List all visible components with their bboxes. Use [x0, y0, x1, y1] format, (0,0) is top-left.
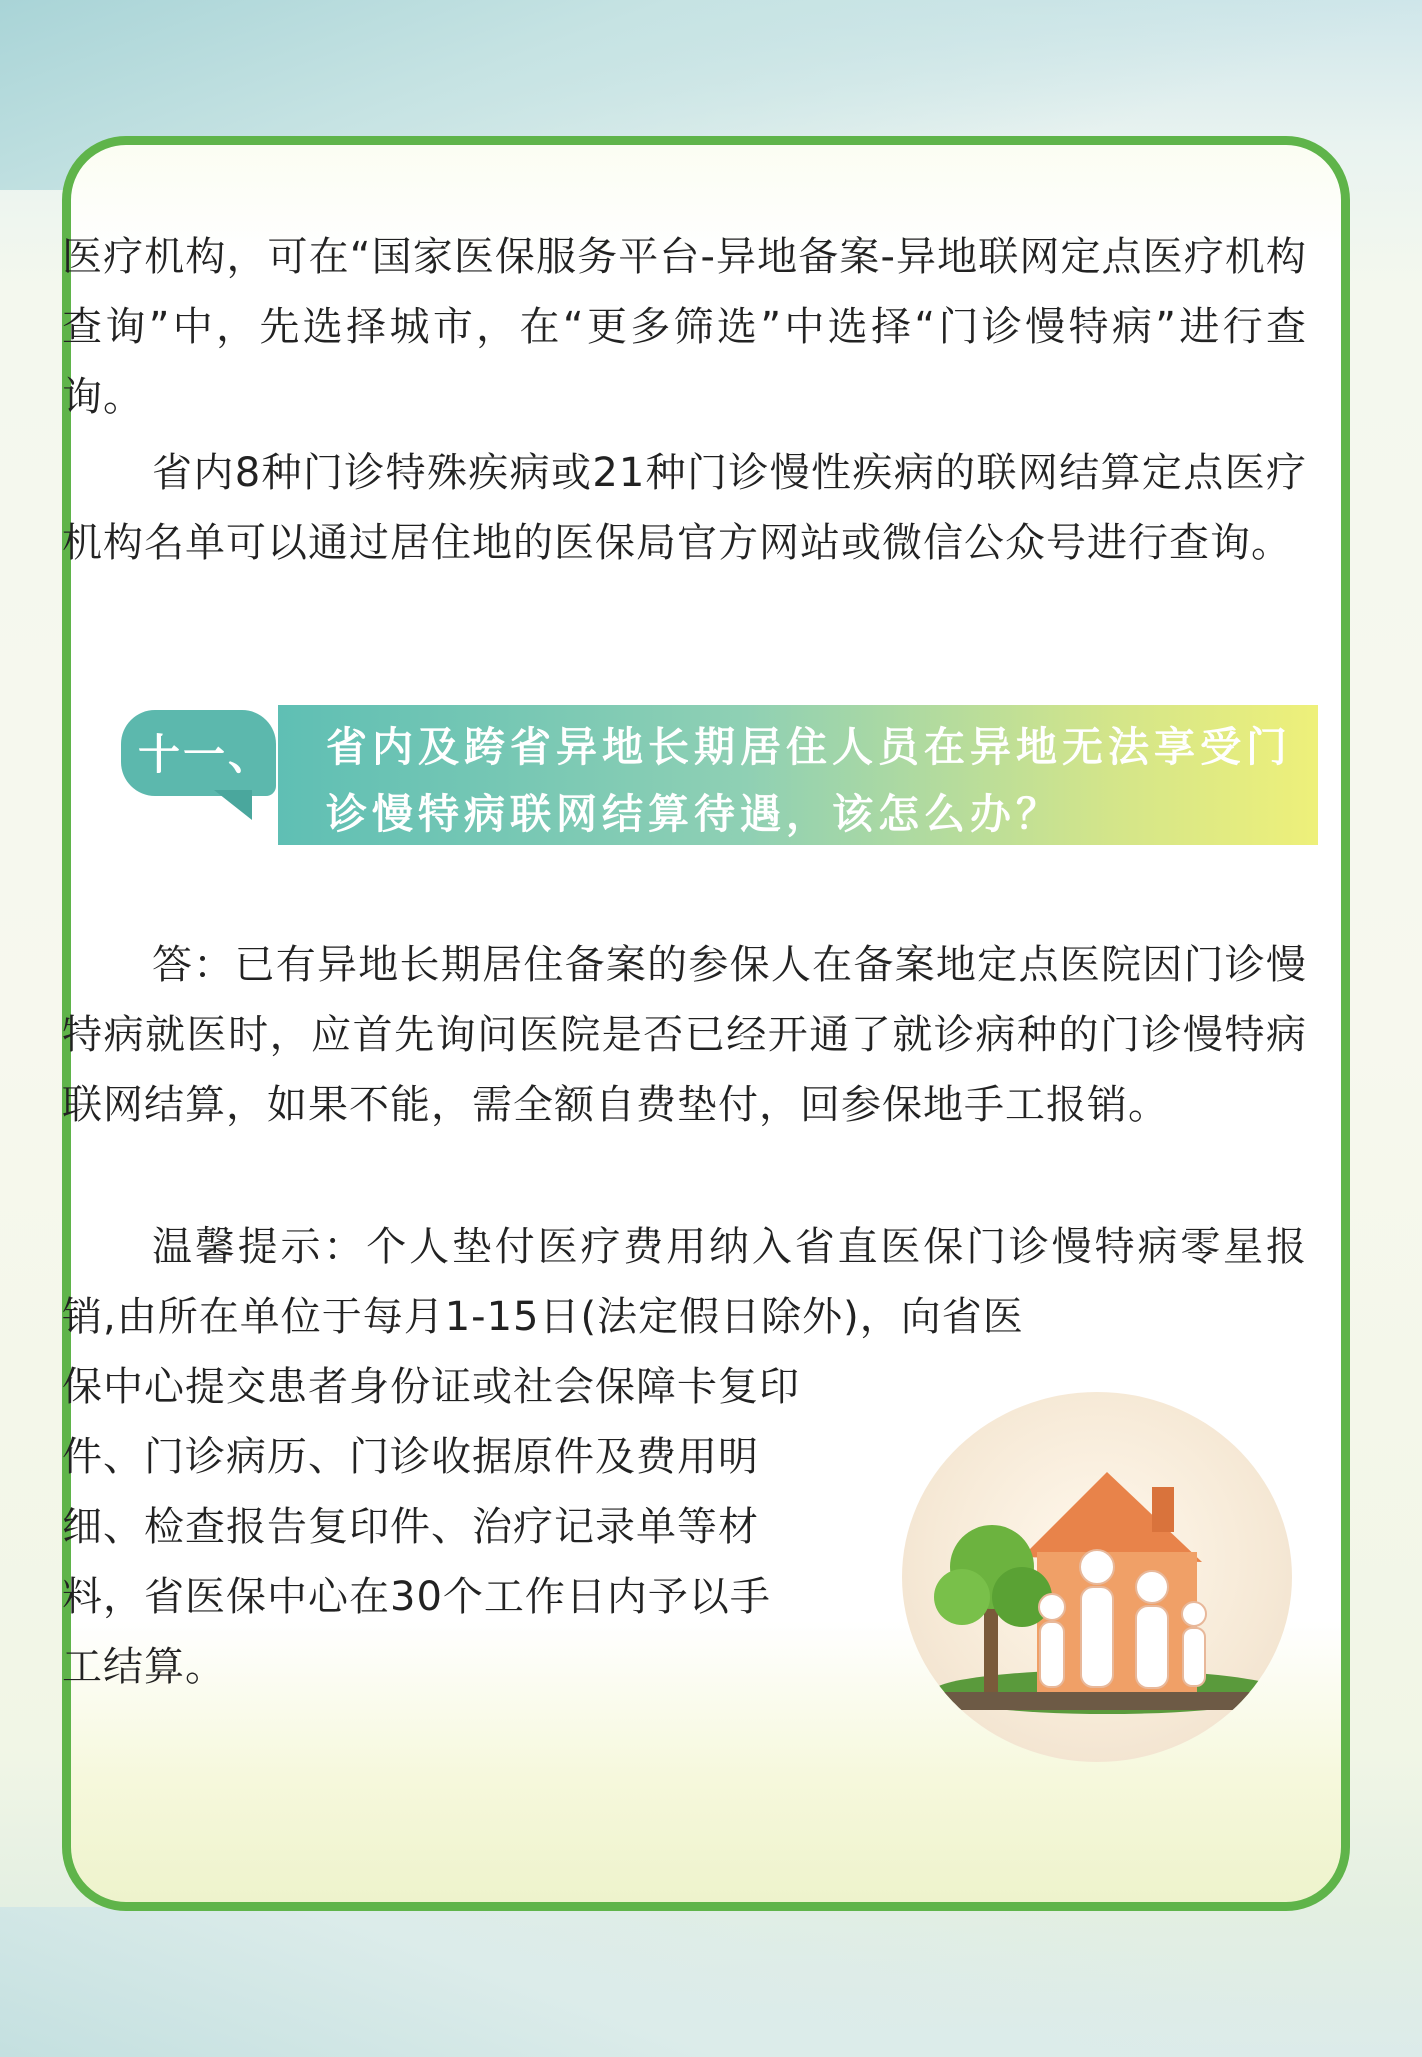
tip-wrap-line: 细、检查报告复印件、治疗记录单等材 — [62, 1504, 759, 1550]
paragraph-answer: 答：已有异地长期居住备案的参保人在备案地定点医院因门诊慢特病就医时，应首先询问医院是否已经开通了就诊病种的门诊慢特病联网结算，如果不能，需全额自费垫付，回参保地手工报销。 — [62, 942, 1307, 1128]
tip-line: 温馨提示：个人垫付医疗费用纳入省直医保门诊慢特病零星报销,由所在单位于每月1-15日(法定假日除外)，向省医 — [62, 1224, 1307, 1340]
tip-wrap-line: 保中心提交患者身份证或社会保障卡复印 — [62, 1364, 800, 1410]
tip-wrap-line: 件、门诊病历、门诊收据原件及费用明 — [62, 1434, 759, 1480]
question-badge-tail — [214, 790, 252, 820]
paragraph-province-list: 省内8种门诊特殊疾病或21种门诊慢性疾病的联网结算定点医疗机构名单可以通过居住地的医保局官方网站或微信公众号进行查询。 — [62, 450, 1307, 566]
background-bottom-swoosh — [0, 1907, 1422, 2057]
question-number: 十一、 — [138, 730, 274, 779]
family-house-tree-icon — [902, 1392, 1292, 1762]
tip-wrap-line: 工结算。 — [62, 1644, 226, 1690]
question-title: 省内及跨省异地长期居住人员在异地无法享受门诊慢特病联网结算待遇，该怎么办？ — [326, 723, 1292, 838]
tip-wrap-line: 料，省医保中心在30个工作日内予以手 — [62, 1574, 771, 1620]
paragraph-hospital-query: 医疗机构，可在“国家医保服务平台-异地备案-异地联网定点医疗机构查询”中，先选择城市，在“更多筛选”中选择“门诊慢特病”进行查询。 — [62, 234, 1307, 420]
